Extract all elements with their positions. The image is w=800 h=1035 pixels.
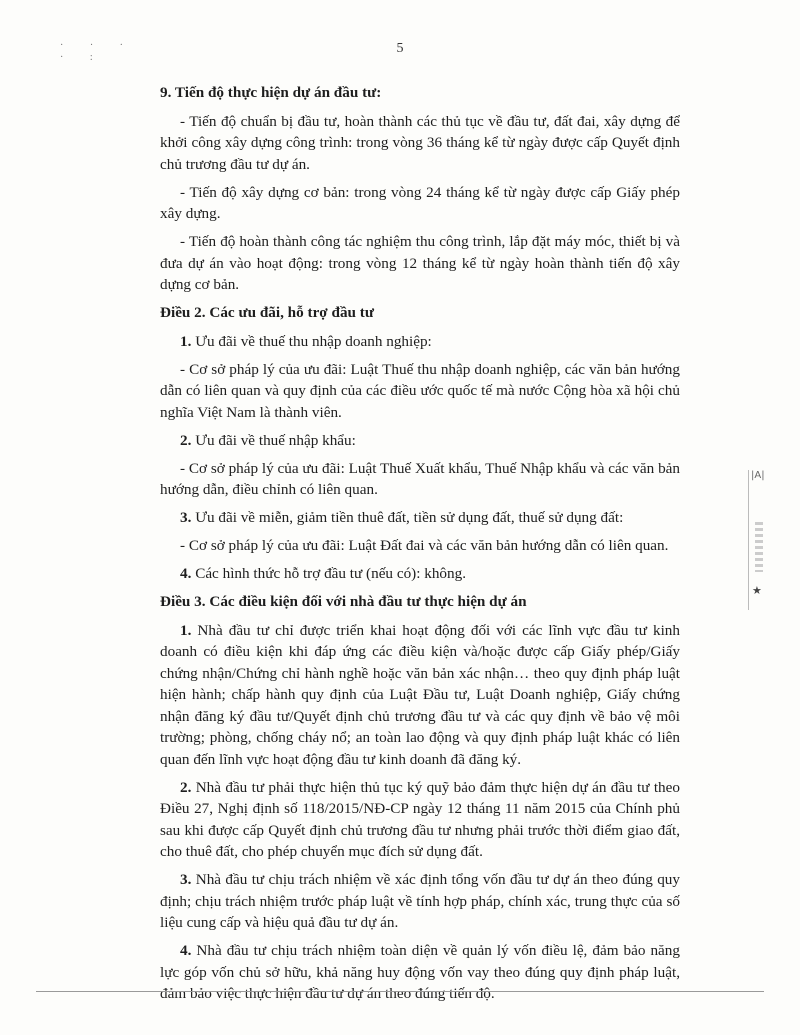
section-heading: Điều 2. Các ưu đãi, hỗ trợ đầu tư: [160, 304, 374, 321]
item-text: Ưu đãi về thuế nhập khẩu:: [191, 431, 356, 449]
item-text: Nhà đầu tư chỉ được triển khai hoạt động đối với các lĩnh vực đầu tư kinh doanh có điều kiện khi đáp ứng các điều kiện và/hoặc được cấp Giấy phép/Giấy chứng nhận/Chứng chỉ hành nghề hoặc văn bản xác nhận… theo quy định pháp luật hiện hành; chấp hành quy định của Luật Đầu tư, Luật Doanh nghiệp, Giấy chứng nhận đăng ký đầu tư/Quyết định chủ trương đầu tư và các quy định về bảo vệ môi trường; phòng, chống cháy nổ; an toàn lao động và quy định pháp luật khác có liên quan đến lĩnh vực hoạt động đầu tư kinh doanh đã đăng ký.: [160, 621, 680, 768]
section-heading: Điều 3. Các điều kiện đối với nhà đầu tư thực hiện dự án: [160, 593, 527, 610]
numbered-item: [160, 620, 680, 771]
document-body: [160, 82, 680, 1011]
item-text: Các hình thức hỗ trợ đầu tư (nếu có): không.: [191, 565, 466, 582]
item-text: Ưu đãi về thuế thu nhập doanh nghiệp:: [191, 332, 432, 350]
numbered-item: [160, 430, 680, 452]
scan-noise: · · · · :: [60, 40, 135, 63]
body-paragraph: - Cơ sở pháp lý của ưu đãi: Luật Thuế thu nhập doanh nghiệp, các văn bản hướng dẫn có liên quan và quy định của các điều ước quốc tế mà nước Cộng hòa xã hội chủ nghĩa Việt Nam là thành viên.: [160, 360, 680, 421]
item-text: Nhà đầu tư phải thực hiện thủ tục ký quỹ bảo đảm thực hiện dự án đầu tư theo Điều 27, Nghị định số 118/2015/NĐ-CP ngày 12 tháng 11 năm 2015 của Chính phủ sau khi được cấp Quyết định chủ trương đầu tư nhưng phải trước thời điểm giao đất, cho thuê đất, cho phép chuyển mục đích sử dụng đất.: [160, 778, 680, 860]
numbered-item: [160, 940, 680, 1005]
numbered-item: [160, 869, 680, 934]
item-text: Nhà đầu tư chịu trách nhiệm toàn diện về quản lý vốn điều lệ, đảm bảo năng lực góp vốn chủ sở hữu, khả năng huy động vốn vay theo đúng quy định pháp luật, đảm bảo việc thực hiện đầu tư dự án theo đúng tiến độ.: [160, 942, 680, 1002]
section-heading: 9. Tiến độ thực hiện dự án đầu tư:: [160, 84, 382, 101]
page-number: 5: [396, 41, 404, 56]
body-paragraph: - Tiến độ xây dựng cơ bản: trong vòng 24 tháng kể từ ngày được cấp Giấy phép xây dựng.: [160, 183, 680, 222]
numbered-item: [160, 507, 680, 529]
item-number: 3.: [180, 509, 192, 526]
item-text: Ưu đãi về miễn, giảm tiền thuê đất, tiền sử dụng đất, thuế sử dụng đất:: [191, 509, 624, 526]
side-stamp-mark: [748, 470, 771, 610]
stamp-mark-middle: [755, 522, 763, 572]
body-paragraph: - Tiến độ hoàn thành công tác nghiệm thu công trình, lắp đặt máy móc, thiết bị và đưa dự án vào hoạt động: trong vòng 12 tháng kể từ ngày hoàn thành tiến độ xây dựng cơ bản.: [160, 233, 680, 293]
item-number: 2.: [180, 431, 192, 449]
item-number: 2.: [180, 778, 192, 796]
numbered-item: [160, 777, 680, 863]
item-number: 4.: [180, 565, 192, 582]
item-text: Nhà đầu tư chịu trách nhiệm về xác định tổng vốn đầu tư dự án theo đúng quy định; chịu trách nhiệm trước pháp luật về tính hợp pháp, chính xác, trung thực của số liệu cung cấp và hiệu quả đầu tư dự án.: [160, 871, 680, 931]
item-number: 4.: [180, 942, 192, 959]
item-number: 1.: [180, 621, 192, 639]
stamp-mark-top: |A|: [751, 470, 765, 481]
body-paragraph: - Tiến độ chuẩn bị đầu tư, hoàn thành các thủ tục về đầu tư, đất đai, xây dựng để khởi công xây dựng công trình: trong vòng 36 tháng kể từ ngày được cấp Quyết định chủ trương đầu tư dự án.: [160, 112, 680, 173]
body-paragraph: - Cơ sở pháp lý của ưu đãi: Luật Đất đai và các văn bản hướng dẫn có liên quan.: [180, 537, 669, 554]
body-paragraph: - Cơ sở pháp lý của ưu đãi: Luật Thuế Xuất khẩu, Thuế Nhập khẩu và các văn bản hướng dẫn, điều chỉnh có liên quan.: [160, 459, 680, 498]
item-number: 3.: [180, 871, 192, 888]
item-number: 1.: [180, 332, 192, 350]
stamp-star-icon: ★: [752, 584, 762, 597]
numbered-item: [160, 563, 680, 585]
footer-divider: [36, 991, 764, 992]
numbered-item: [160, 331, 680, 353]
